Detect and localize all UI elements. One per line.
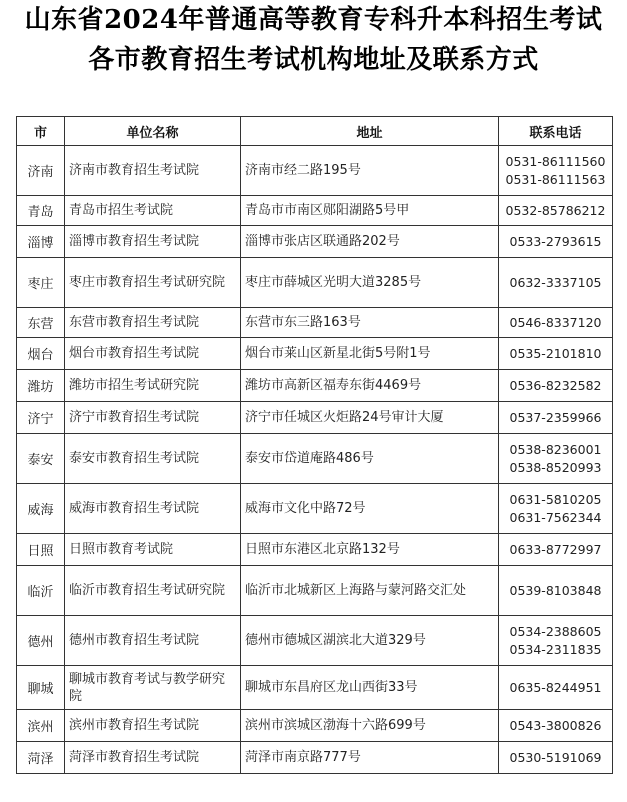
contacts-table (16, 116, 613, 774)
cell-phone (499, 434, 613, 484)
table-row (17, 710, 613, 742)
table-row (17, 258, 613, 308)
page-subtitle: 各市教育招生考试机构地址及联系方式 (88, 45, 539, 75)
cell-address: 青岛市市南区郧阳湖路5号甲 (241, 196, 499, 226)
cell-unit-name: 临沂市教育招生考试研究院 (65, 566, 241, 616)
cell-city: 威海 (17, 484, 65, 534)
table-row (17, 616, 613, 666)
table-body (17, 146, 613, 774)
phone-number: 0534-2388605 (509, 623, 602, 639)
cell-city: 滨州 (17, 710, 65, 742)
table-row (17, 338, 613, 370)
cell-unit-name: 日照市教育考试院 (65, 534, 241, 566)
cell-city: 济宁 (17, 402, 65, 434)
cell-address: 潍坊市高新区福寿东街4469号 (241, 370, 499, 402)
phone-number: 0532-85786212 (505, 202, 606, 218)
cell-phone (499, 370, 613, 402)
header-phone: 联系电话 (499, 117, 613, 146)
header-city: 市 (17, 117, 65, 146)
phone-number: 0530-5191069 (509, 749, 602, 765)
cell-unit-name: 德州市教育招生考试院 (65, 616, 241, 666)
cell-phone (499, 308, 613, 338)
header-unit: 单位名称 (65, 117, 241, 146)
cell-address: 淄博市张店区联通路202号 (241, 226, 499, 258)
phone-number: 0631-5810205 (509, 491, 602, 507)
table-row (17, 196, 613, 226)
phone-number: 0535-2101810 (509, 345, 602, 361)
table-row (17, 146, 613, 196)
table-header-row (17, 117, 613, 146)
cell-unit-name: 济南市教育招生考试院 (65, 146, 241, 196)
cell-address: 枣庄市薛城区光明大道3285号 (241, 258, 499, 308)
table-row (17, 566, 613, 616)
cell-address: 泰安市岱道庵路486号 (241, 434, 499, 484)
table-row (17, 434, 613, 484)
cell-address: 菏泽市南京路777号 (241, 742, 499, 774)
cell-city: 烟台 (17, 338, 65, 370)
phone-number: 0632-3337105 (509, 274, 602, 290)
table-row (17, 370, 613, 402)
cell-city: 济南 (17, 146, 65, 196)
cell-address: 日照市东港区北京路132号 (241, 534, 499, 566)
phone-number: 0543-3800826 (509, 717, 602, 733)
cell-address: 济南市经二路195号 (241, 146, 499, 196)
cell-unit-name: 聊城市教育考试与教学研究院 (65, 666, 241, 710)
phone-number: 0531-86111560 (505, 153, 606, 169)
phone-number: 0533-2793615 (509, 233, 602, 249)
cell-unit-name: 威海市教育招生考试院 (65, 484, 241, 534)
table-row (17, 226, 613, 258)
cell-phone (499, 258, 613, 308)
phone-number: 0633-8772997 (509, 541, 602, 557)
cell-phone (499, 402, 613, 434)
cell-phone (499, 534, 613, 566)
cell-unit-name: 东营市教育招生考试院 (65, 308, 241, 338)
cell-address: 东营市东三路163号 (241, 308, 499, 338)
phone-number: 0539-8103848 (509, 582, 602, 598)
cell-phone (499, 616, 613, 666)
cell-city: 日照 (17, 534, 65, 566)
phone-number: 0538-8236001 (509, 441, 602, 457)
cell-address: 德州市德城区湖滨北大道329号 (241, 616, 499, 666)
cell-address: 临沂市北城新区上海路与蒙河路交汇处 (241, 566, 499, 616)
cell-city: 菏泽 (17, 742, 65, 774)
table-row (17, 308, 613, 338)
phone-number: 0538-8520993 (509, 459, 602, 475)
table-row (17, 402, 613, 434)
cell-city: 临沂 (17, 566, 65, 616)
phone-number: 0534-2311835 (509, 641, 602, 657)
cell-city: 东营 (17, 308, 65, 338)
cell-unit-name: 烟台市教育招生考试院 (65, 338, 241, 370)
cell-phone (499, 666, 613, 710)
cell-address: 济宁市任城区火炬路24号审计大厦 (241, 402, 499, 434)
cell-city: 泰安 (17, 434, 65, 484)
table-row (17, 666, 613, 710)
cell-city: 聊城 (17, 666, 65, 710)
cell-unit-name: 青岛市招生考试院 (65, 196, 241, 226)
phone-number: 0546-8337120 (509, 314, 602, 330)
cell-phone (499, 226, 613, 258)
cell-city: 枣庄 (17, 258, 65, 308)
cell-unit-name: 淄博市教育招生考试院 (65, 226, 241, 258)
cell-phone (499, 146, 613, 196)
cell-address: 滨州市滨城区渤海十六路699号 (241, 710, 499, 742)
cell-address: 聊城市东昌府区龙山西街33号 (241, 666, 499, 710)
phone-number: 0531-86111563 (505, 171, 606, 187)
cell-address: 烟台市莱山区新星北街5号附1号 (241, 338, 499, 370)
cell-phone (499, 484, 613, 534)
table-row (17, 742, 613, 774)
phone-number: 0536-8232582 (509, 377, 602, 393)
phone-number: 0635-8244951 (509, 679, 602, 695)
cell-unit-name: 菏泽市教育招生考试院 (65, 742, 241, 774)
cell-phone (499, 338, 613, 370)
cell-phone (499, 742, 613, 774)
cell-phone (499, 710, 613, 742)
phone-number: 0537-2359966 (509, 409, 602, 425)
cell-unit-name: 滨州市教育招生考试院 (65, 710, 241, 742)
cell-phone (499, 566, 613, 616)
cell-phone (499, 196, 613, 226)
phone-number: 0631-7562344 (509, 509, 602, 525)
cell-unit-name: 潍坊市招生考试研究院 (65, 370, 241, 402)
header-address: 地址 (241, 117, 499, 146)
cell-city: 青岛 (17, 196, 65, 226)
cell-unit-name: 济宁市教育招生考试院 (65, 402, 241, 434)
table-row (17, 534, 613, 566)
table-row (17, 484, 613, 534)
cell-city: 潍坊 (17, 370, 65, 402)
cell-city: 淄博 (17, 226, 65, 258)
cell-unit-name: 泰安市教育招生考试院 (65, 434, 241, 484)
cell-unit-name: 枣庄市教育招生考试研究院 (65, 258, 241, 308)
cell-city: 德州 (17, 616, 65, 666)
cell-address: 威海市文化中路72号 (241, 484, 499, 534)
page-title: 山东省2024年普通高等教育专科升本科招生考试 (24, 5, 603, 35)
